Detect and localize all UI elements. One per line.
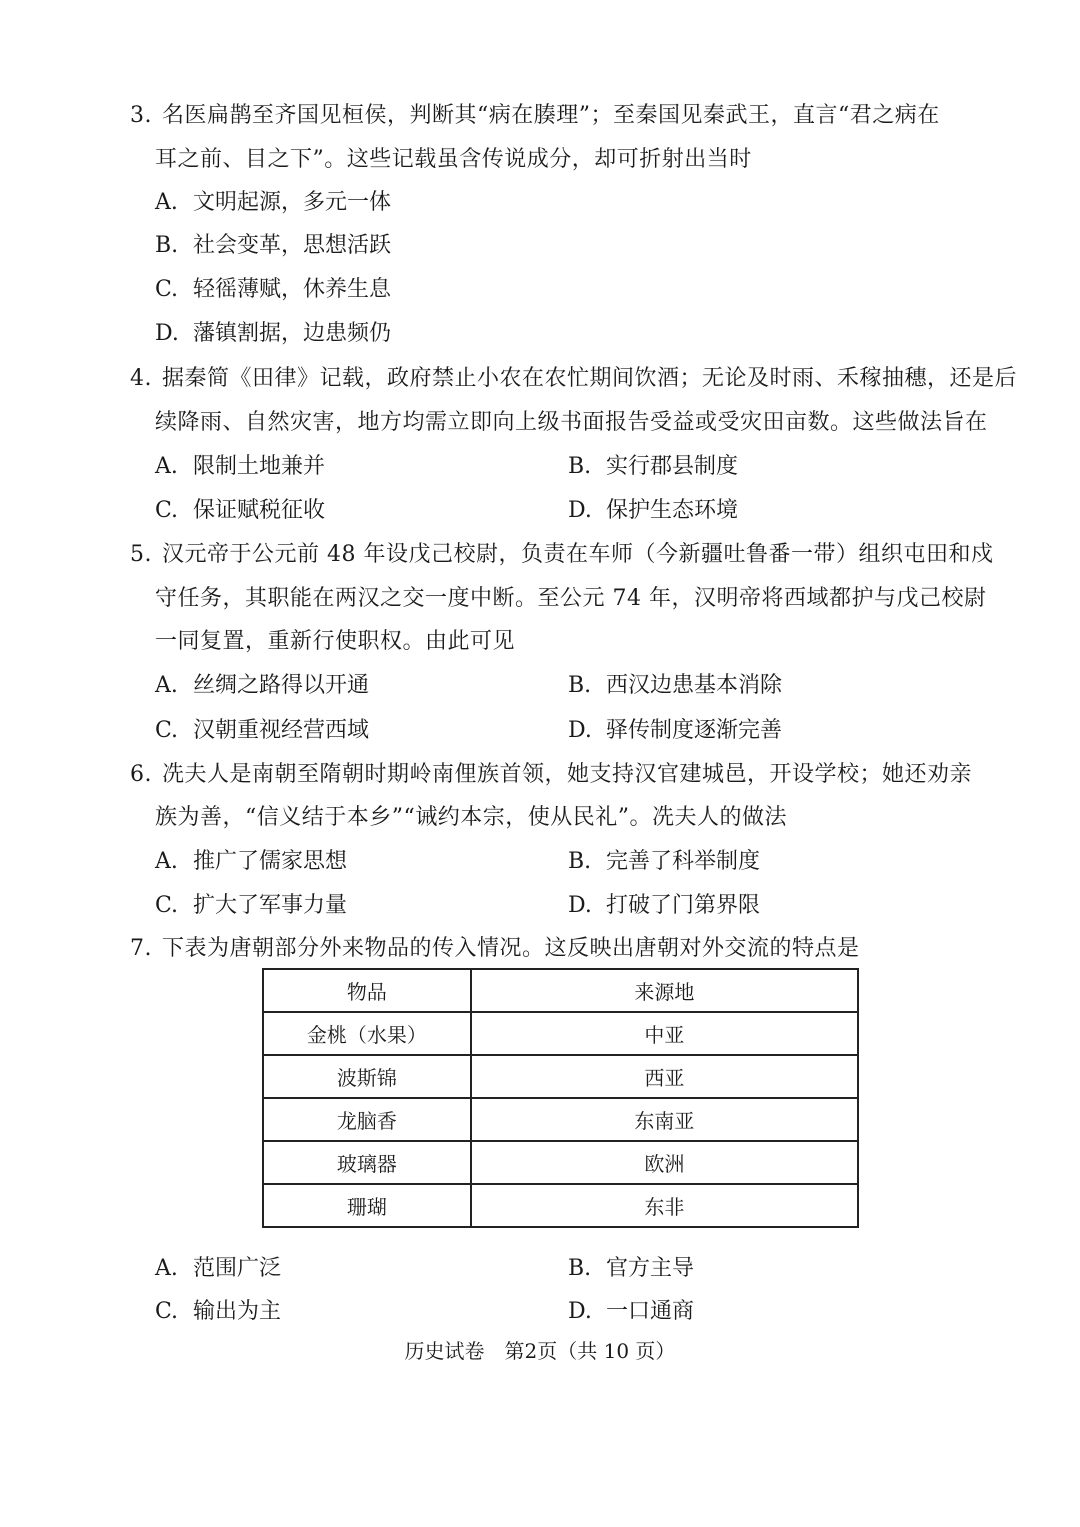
- question-5-line-1: [130, 540, 993, 570]
- question-5-line-2: 守任务，其职能在两汉之交一度中断。至公元 74 年，汉明帝将西域都护与戊己校尉: [155, 586, 987, 611]
- option-label: A.: [155, 849, 178, 874]
- table-cell-item: 珊瑚: [263, 1184, 471, 1227]
- option-text: 打破了门第界限: [606, 893, 761, 918]
- question-6-number: 6.: [130, 762, 152, 787]
- question-3-line-1: [130, 101, 940, 131]
- question-3-number: 3.: [130, 103, 152, 128]
- option-label: B.: [568, 454, 592, 479]
- option-label: C.: [155, 498, 179, 523]
- question-4-option-c[interactable]: [155, 496, 325, 526]
- option-text: 保证赋税征收: [193, 498, 326, 523]
- question-5-number: 5.: [130, 542, 152, 567]
- table-row: [263, 1184, 858, 1227]
- question-4-number: 4.: [130, 366, 152, 391]
- option-text: 社会变革，思想活跃: [193, 233, 392, 258]
- question-7-line-1: [130, 934, 860, 964]
- table-cell-origin: 中亚: [471, 1012, 858, 1055]
- table-cell-item: 金桃（水果）: [263, 1012, 471, 1055]
- question-4-line-1: [130, 364, 1017, 394]
- option-text: 轻徭薄赋，休养生息: [193, 277, 392, 302]
- table-cell-item: 龙脑香: [263, 1098, 471, 1141]
- question-7-option-b[interactable]: [568, 1254, 694, 1284]
- question-5-option-d[interactable]: [568, 716, 782, 746]
- table-row: [263, 1098, 858, 1141]
- question-5-line-3: 一同复置，重新行使职权。由此可见: [155, 629, 516, 654]
- option-text: 丝绸之路得以开通: [193, 673, 370, 698]
- option-text: 推广了儒家思想: [193, 849, 348, 874]
- option-label: D.: [568, 498, 592, 523]
- question-6-option-c[interactable]: [155, 891, 347, 921]
- option-text: 一口通商: [606, 1299, 695, 1324]
- table-row: [263, 1141, 858, 1184]
- question-4-text-1: 据秦简《田律》记载，政府禁止小农在农忙期间饮酒；无论及时雨、禾稼抽穗，还是后: [162, 366, 1018, 391]
- question-6-text-1: 冼夫人是南朝至隋朝时期岭南俚族首领，她支持汉官建城邑，开设学校；她还劝亲: [162, 762, 973, 787]
- option-label: D.: [568, 718, 592, 743]
- question-7-option-d[interactable]: [568, 1297, 694, 1327]
- option-text: 官方主导: [606, 1256, 695, 1281]
- question-7-text-1: 下表为唐朝部分外来物品的传入情况。这反映出唐朝对外交流的特点是: [162, 936, 860, 961]
- table-row: [263, 1012, 858, 1055]
- option-label: A.: [155, 673, 178, 698]
- table-cell-origin: 西亚: [471, 1055, 858, 1098]
- table-row: [263, 1055, 858, 1098]
- question-6-option-a[interactable]: [155, 847, 347, 877]
- question-3-option-b[interactable]: [155, 231, 391, 261]
- question-7-option-a[interactable]: [155, 1254, 281, 1284]
- option-text: 驿传制度逐渐完善: [606, 718, 783, 743]
- option-text: 汉朝重视经营西域: [193, 718, 370, 743]
- question-6-option-b[interactable]: [568, 847, 760, 877]
- option-text: 文明起源，多元一体: [193, 190, 392, 215]
- question-7-number: 7.: [130, 936, 152, 961]
- option-label: A.: [155, 190, 178, 215]
- option-label: D.: [155, 321, 179, 346]
- question-3-option-c[interactable]: [155, 275, 391, 305]
- option-text: 范围广泛: [193, 1256, 282, 1281]
- table-cell-origin: 东非: [471, 1184, 858, 1227]
- option-label: A.: [155, 454, 178, 479]
- question-3-option-a[interactable]: [155, 188, 391, 218]
- question-4-option-b[interactable]: [568, 452, 738, 482]
- option-text: 输出为主: [193, 1299, 282, 1324]
- option-text: 保护生态环境: [606, 498, 739, 523]
- option-label: A.: [155, 1256, 178, 1281]
- page-footer: 历史试卷 第2页（共 10 页）: [404, 1339, 676, 1363]
- question-4-option-a[interactable]: [155, 452, 325, 482]
- option-label: B.: [568, 849, 592, 874]
- option-text: 扩大了军事力量: [193, 893, 348, 918]
- question-6-option-d[interactable]: [568, 891, 760, 921]
- question-3-option-d[interactable]: [155, 319, 391, 349]
- option-text: 完善了科举制度: [606, 849, 761, 874]
- option-label: B.: [155, 233, 179, 258]
- option-label: B.: [568, 673, 592, 698]
- option-label: C.: [155, 277, 179, 302]
- option-label: C.: [155, 1299, 179, 1324]
- column-header-item: 物品: [263, 969, 471, 1012]
- option-text: 西汉边患基本消除: [606, 673, 783, 698]
- column-header-origin: 来源地: [471, 969, 858, 1012]
- option-label: D.: [568, 893, 592, 918]
- question-5-option-b[interactable]: [568, 671, 782, 701]
- option-text: 藩镇割据，边患频仍: [193, 321, 392, 346]
- question-3-text-1: 名医扁鹊至齐国见桓侯，判断其“病在腠理”；至秦国见秦武王，直言“君之病在: [162, 103, 940, 128]
- option-label: B.: [568, 1256, 592, 1281]
- table-cell-origin: 东南亚: [471, 1098, 858, 1141]
- items-table: [262, 968, 859, 1228]
- option-text: 限制土地兼并: [193, 454, 326, 479]
- option-text: 实行郡县制度: [606, 454, 739, 479]
- question-6-line-2: 族为善，“信义结于本乡”“诫约本宗，使从民礼”。冼夫人的做法: [155, 805, 787, 830]
- question-3-line-2: 耳之前、目之下”。这些记载虽含传说成分，却可折射出当时: [155, 147, 752, 172]
- option-label: C.: [155, 893, 179, 918]
- table-header-row: [263, 969, 858, 1012]
- question-4-option-d[interactable]: [568, 496, 738, 526]
- option-label: D.: [568, 1299, 592, 1324]
- question-5-option-c[interactable]: [155, 716, 369, 746]
- question-6-line-1: [130, 760, 972, 790]
- table-cell-item: 玻璃器: [263, 1141, 471, 1184]
- question-7-option-c[interactable]: [155, 1297, 281, 1327]
- table-cell-origin: 欧洲: [471, 1141, 858, 1184]
- option-label: C.: [155, 718, 179, 743]
- table-cell-item: 波斯锦: [263, 1055, 471, 1098]
- question-5-text-1: 汉元帝于公元前 48 年设戊己校尉，负责在车师（今新疆吐鲁番一带）组织屯田和戍: [162, 542, 994, 567]
- question-4-line-2: 续降雨、自然灾害，地方均需立即向上级书面报告受益或受灾田亩数。这些做法旨在: [155, 410, 988, 435]
- question-5-option-a[interactable]: [155, 671, 369, 701]
